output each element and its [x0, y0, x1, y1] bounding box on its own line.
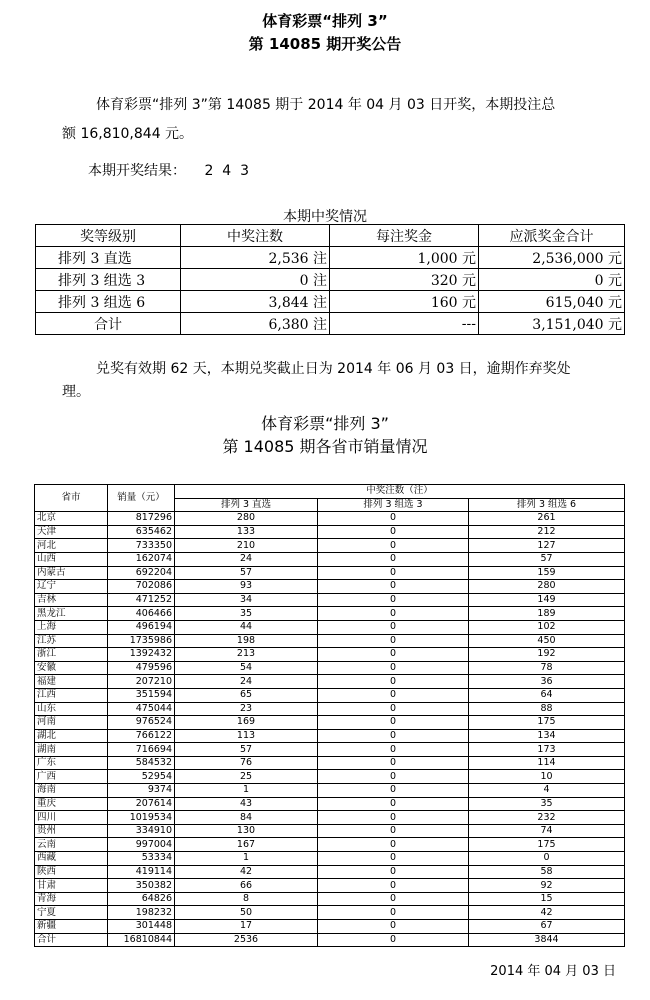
province-cell: 福建	[35, 675, 108, 689]
prize-row	[36, 269, 625, 291]
group6-count-cell: 92	[469, 879, 625, 893]
sales-row	[35, 906, 625, 920]
group6-count-cell: 280	[469, 580, 625, 594]
sales-table	[34, 484, 625, 947]
sales-row	[35, 879, 625, 893]
group6-count-cell: 35	[469, 797, 625, 811]
direct-count-cell: 35	[175, 607, 318, 621]
group3-count-cell: 0	[318, 539, 469, 553]
prize-table	[35, 224, 625, 335]
group6-count-cell: 149	[469, 593, 625, 607]
direct-count-cell: 280	[175, 512, 318, 526]
sales-cell: 207614	[108, 797, 175, 811]
prize-level-cell: 排列 3 组选 3	[36, 269, 181, 291]
prize-amount-cell: 1,000 元	[330, 247, 479, 269]
sales-row	[35, 716, 625, 730]
group3-count-cell: 0	[318, 648, 469, 662]
group3-count-cell: 0	[318, 607, 469, 621]
sales-cell: 9374	[108, 784, 175, 798]
sales-cell: 198232	[108, 906, 175, 920]
group6-count-cell: 10	[469, 770, 625, 784]
prize-count-cell: 2,536 注	[181, 247, 330, 269]
sales-row	[35, 743, 625, 757]
group6-count-cell: 74	[469, 824, 625, 838]
group3-count-cell: 0	[318, 688, 469, 702]
sales-cell: 64826	[108, 892, 175, 906]
group3-count-cell: 0	[318, 552, 469, 566]
group6-count-cell: 173	[469, 743, 625, 757]
direct-count-cell: 44	[175, 620, 318, 634]
prize-amount-cell: ---	[330, 313, 479, 335]
prize-level-cell: 排列 3 直选	[36, 247, 181, 269]
sales-cell: 976524	[108, 716, 175, 730]
province-cell: 湖南	[35, 743, 108, 757]
province-cell: 河南	[35, 716, 108, 730]
group6-count-cell: 134	[469, 729, 625, 743]
direct-count-cell: 8	[175, 892, 318, 906]
group3-count-cell: 0	[318, 702, 469, 716]
sales-cell: 584532	[108, 756, 175, 770]
group6-count-cell: 232	[469, 811, 625, 825]
sales-cell: 1735986	[108, 634, 175, 648]
province-cell: 云南	[35, 838, 108, 852]
prize-header-total: 应派奖金合计	[479, 225, 625, 247]
sales-row	[35, 865, 625, 879]
province-cell: 贵州	[35, 824, 108, 838]
sales-header-group6: 排列 3 组选 6	[469, 498, 625, 512]
group3-count-cell: 0	[318, 906, 469, 920]
sales-cell: 301448	[108, 920, 175, 934]
prize-count-cell: 0 注	[181, 269, 330, 291]
sales-cell: 334910	[108, 824, 175, 838]
sales-cell: 475044	[108, 702, 175, 716]
province-cell: 青海	[35, 892, 108, 906]
province-cell: 内蒙古	[35, 566, 108, 580]
sales-cell: 997004	[108, 838, 175, 852]
direct-count-cell: 17	[175, 920, 318, 934]
sales-row	[35, 512, 625, 526]
prize-header-count: 中奖注数	[181, 225, 330, 247]
province-cell: 浙江	[35, 648, 108, 662]
direct-count-cell: 57	[175, 743, 318, 757]
group6-count-cell: 3844	[469, 933, 625, 947]
prize-count-cell: 6,380 注	[181, 313, 330, 335]
sales-cell: 1392432	[108, 648, 175, 662]
group6-count-cell: 102	[469, 620, 625, 634]
prize-level-cell: 排列 3 组选 6	[36, 291, 181, 313]
sales-row	[35, 838, 625, 852]
sales-row	[35, 811, 625, 825]
group6-count-cell: 67	[469, 920, 625, 934]
direct-count-cell: 213	[175, 648, 318, 662]
sales-cell: 479596	[108, 661, 175, 675]
group6-count-cell: 450	[469, 634, 625, 648]
direct-count-cell: 50	[175, 906, 318, 920]
sales-row	[35, 770, 625, 784]
prize-total-cell: 2,536,000 元	[479, 247, 625, 269]
group3-count-cell: 0	[318, 784, 469, 798]
sales-row	[35, 552, 625, 566]
group3-count-cell: 0	[318, 525, 469, 539]
province-cell: 山东	[35, 702, 108, 716]
province-cell: 四川	[35, 811, 108, 825]
group6-count-cell: 192	[469, 648, 625, 662]
sales-cell: 406466	[108, 607, 175, 621]
direct-count-cell: 133	[175, 525, 318, 539]
sales-header-direct: 排列 3 直选	[175, 498, 318, 512]
sales-row	[35, 688, 625, 702]
group6-count-cell: 36	[469, 675, 625, 689]
prize-header-level: 奖等级别	[36, 225, 181, 247]
group3-count-cell: 0	[318, 879, 469, 893]
group6-count-cell: 64	[469, 688, 625, 702]
province-cell: 合计	[35, 933, 108, 947]
sales-cell: 1019534	[108, 811, 175, 825]
sales-row	[35, 920, 625, 934]
group6-count-cell: 212	[469, 525, 625, 539]
sales-cell: 733350	[108, 539, 175, 553]
group6-count-cell: 58	[469, 865, 625, 879]
province-cell: 新疆	[35, 920, 108, 934]
draw-result	[88, 160, 249, 180]
province-cell: 黑龙江	[35, 607, 108, 621]
group6-count-cell: 127	[469, 539, 625, 553]
prize-total-cell: 0 元	[479, 269, 625, 291]
direct-count-cell: 25	[175, 770, 318, 784]
group3-count-cell: 0	[318, 634, 469, 648]
province-cell: 北京	[35, 512, 108, 526]
group6-count-cell: 88	[469, 702, 625, 716]
draw-result-label: 本期开奖结果：	[88, 163, 186, 179]
province-cell: 吉林	[35, 593, 108, 607]
direct-count-cell: 93	[175, 580, 318, 594]
sales-cell: 635462	[108, 525, 175, 539]
prize-row	[36, 247, 625, 269]
sales-header-winners: 中奖注数（注）	[175, 485, 625, 499]
sales-cell: 52954	[108, 770, 175, 784]
group3-count-cell: 0	[318, 933, 469, 947]
sales-cell: 766122	[108, 729, 175, 743]
group3-count-cell: 0	[318, 580, 469, 594]
sales-cell: 817296	[108, 512, 175, 526]
direct-count-cell: 1	[175, 784, 318, 798]
group3-count-cell: 0	[318, 770, 469, 784]
group3-count-cell: 0	[318, 824, 469, 838]
sales-subtitle: 第 14085 期各省市销量情况	[222, 437, 428, 456]
province-cell: 辽宁	[35, 580, 108, 594]
sales-row	[35, 580, 625, 594]
province-cell: 西藏	[35, 852, 108, 866]
group6-count-cell: 114	[469, 756, 625, 770]
prize-table-header	[36, 225, 625, 247]
prize-amount-cell: 160 元	[330, 291, 479, 313]
direct-count-cell: 84	[175, 811, 318, 825]
sales-row	[35, 852, 625, 866]
sales-header-sales: 销量（元）	[108, 485, 175, 512]
province-cell: 江苏	[35, 634, 108, 648]
sales-cell: 162074	[108, 552, 175, 566]
direct-count-cell: 210	[175, 539, 318, 553]
group3-count-cell: 0	[318, 716, 469, 730]
province-cell: 天津	[35, 525, 108, 539]
group3-count-cell: 0	[318, 566, 469, 580]
province-cell: 河北	[35, 539, 108, 553]
sales-cell: 53334	[108, 852, 175, 866]
sales-cell: 702086	[108, 580, 175, 594]
sales-row	[35, 661, 625, 675]
sales-row	[35, 525, 625, 539]
sales-row	[35, 702, 625, 716]
group6-count-cell: 42	[469, 906, 625, 920]
province-cell: 广东	[35, 756, 108, 770]
sales-cell: 496194	[108, 620, 175, 634]
draw-result-numbers: 2 4 3	[204, 163, 249, 179]
sales-row	[35, 593, 625, 607]
prize-row	[36, 313, 625, 335]
group6-count-cell: 4	[469, 784, 625, 798]
group3-count-cell: 0	[318, 797, 469, 811]
province-cell: 重庆	[35, 797, 108, 811]
sales-title: 体育彩票“排列 3”	[261, 414, 389, 433]
sales-row	[35, 824, 625, 838]
sales-row	[35, 784, 625, 798]
province-cell: 海南	[35, 784, 108, 798]
direct-count-cell: 1	[175, 852, 318, 866]
sales-cell: 350382	[108, 879, 175, 893]
sales-cell: 419114	[108, 865, 175, 879]
province-cell: 湖北	[35, 729, 108, 743]
direct-count-cell: 65	[175, 688, 318, 702]
group3-count-cell: 0	[318, 661, 469, 675]
announcement-subtitle: 第 14085 期开奖公告	[248, 35, 402, 53]
group3-count-cell: 0	[318, 852, 469, 866]
prize-amount-cell: 320 元	[330, 269, 479, 291]
sales-row	[35, 566, 625, 580]
sales-header-province: 省市	[35, 485, 108, 512]
province-cell: 宁夏	[35, 906, 108, 920]
direct-count-cell: 54	[175, 661, 318, 675]
group3-count-cell: 0	[318, 756, 469, 770]
direct-count-cell: 43	[175, 797, 318, 811]
group3-count-cell: 0	[318, 892, 469, 906]
sales-row	[35, 634, 625, 648]
group6-count-cell: 261	[469, 512, 625, 526]
direct-count-cell: 2536	[175, 933, 318, 947]
announcement-title: 体育彩票“排列 3”	[262, 12, 388, 30]
direct-count-cell: 42	[175, 865, 318, 879]
intro-line-2: 额 16,810,844 元。	[62, 126, 194, 142]
province-cell: 江西	[35, 688, 108, 702]
province-cell: 上海	[35, 620, 108, 634]
sales-row	[35, 607, 625, 621]
direct-count-cell: 57	[175, 566, 318, 580]
sales-cell: 207210	[108, 675, 175, 689]
group3-count-cell: 0	[318, 620, 469, 634]
direct-count-cell: 24	[175, 552, 318, 566]
sales-cell: 716694	[108, 743, 175, 757]
sales-cell: 692204	[108, 566, 175, 580]
direct-count-cell: 23	[175, 702, 318, 716]
province-cell: 安徽	[35, 661, 108, 675]
direct-count-cell: 66	[175, 879, 318, 893]
province-cell: 甘肃	[35, 879, 108, 893]
group3-count-cell: 0	[318, 920, 469, 934]
sales-row	[35, 620, 625, 634]
province-cell: 陕西	[35, 865, 108, 879]
sales-row	[35, 892, 625, 906]
group6-count-cell: 57	[469, 552, 625, 566]
intro-line-1: 体育彩票“排列 3”第 14085 期于 2014 年 04 月 03 日开奖，本期投注总	[96, 97, 556, 113]
prize-level-cell: 合计	[36, 313, 181, 335]
group6-count-cell: 189	[469, 607, 625, 621]
notice-line-1: 兑奖有效期 62 天，本期兑奖截止日为 2014 年 06 月 03 日，逾期作弃奖处	[96, 361, 571, 377]
sales-row	[35, 729, 625, 743]
sales-cell: 351594	[108, 688, 175, 702]
footer-date: 2014 年 04 月 03 日	[490, 964, 616, 979]
sales-header-group3: 排列 3 组选 3	[318, 498, 469, 512]
sales-row	[35, 539, 625, 553]
sales-row	[35, 648, 625, 662]
group6-count-cell: 175	[469, 716, 625, 730]
sales-header-row-1	[35, 485, 625, 499]
group3-count-cell: 0	[318, 675, 469, 689]
sales-row	[35, 675, 625, 689]
group3-count-cell: 0	[318, 729, 469, 743]
direct-count-cell: 24	[175, 675, 318, 689]
sales-row	[35, 933, 625, 947]
direct-count-cell: 76	[175, 756, 318, 770]
prize-caption: 本期中奖情况	[283, 209, 367, 225]
sales-row	[35, 797, 625, 811]
group3-count-cell: 0	[318, 865, 469, 879]
group3-count-cell: 0	[318, 743, 469, 757]
group3-count-cell: 0	[318, 811, 469, 825]
direct-count-cell: 198	[175, 634, 318, 648]
group6-count-cell: 0	[469, 852, 625, 866]
sales-cell: 16810844	[108, 933, 175, 947]
sales-row	[35, 756, 625, 770]
group6-count-cell: 78	[469, 661, 625, 675]
group6-count-cell: 159	[469, 566, 625, 580]
direct-count-cell: 169	[175, 716, 318, 730]
direct-count-cell: 130	[175, 824, 318, 838]
group3-count-cell: 0	[318, 838, 469, 852]
group3-count-cell: 0	[318, 593, 469, 607]
direct-count-cell: 113	[175, 729, 318, 743]
province-cell: 山西	[35, 552, 108, 566]
group3-count-cell: 0	[318, 512, 469, 526]
group6-count-cell: 15	[469, 892, 625, 906]
prize-count-cell: 3,844 注	[181, 291, 330, 313]
prize-total-cell: 3,151,040 元	[479, 313, 625, 335]
notice-line-2: 理。	[62, 384, 90, 400]
group6-count-cell: 175	[469, 838, 625, 852]
direct-count-cell: 167	[175, 838, 318, 852]
province-cell: 广西	[35, 770, 108, 784]
direct-count-cell: 34	[175, 593, 318, 607]
sales-cell: 471252	[108, 593, 175, 607]
prize-row	[36, 291, 625, 313]
prize-total-cell: 615,040 元	[479, 291, 625, 313]
prize-header-prize: 每注奖金	[330, 225, 479, 247]
